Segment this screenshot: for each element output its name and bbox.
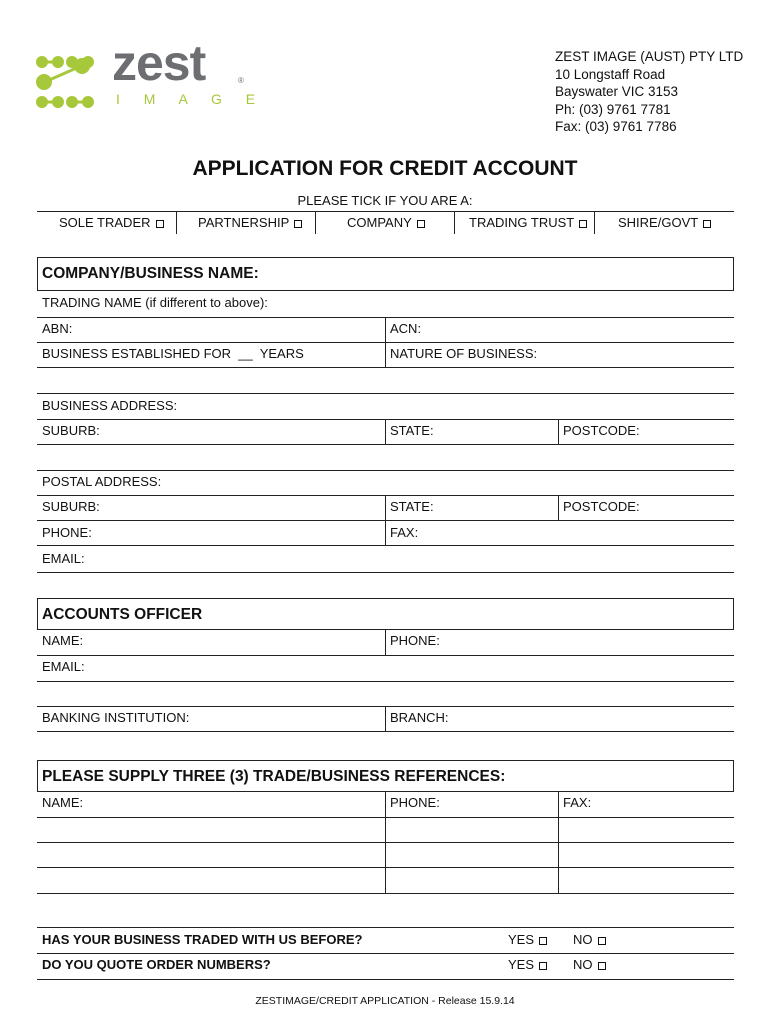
- company-address: [555, 48, 743, 136]
- page-title: APPLICATION FOR CREDIT ACCOUNT: [192, 157, 578, 180]
- option-label: TRADING TRUST: [469, 215, 575, 230]
- answer-yes[interactable]: [508, 932, 547, 948]
- divider: [37, 572, 734, 573]
- answer-label: YES: [508, 932, 535, 947]
- abn-field[interactable]: ABN:: [42, 321, 73, 336]
- references-heading: PLEASE SUPPLY THREE (3) TRADE/BUSINESS REFERENCES:: [42, 768, 506, 785]
- logo-registered-mark: ®: [238, 76, 244, 85]
- postal-address-field[interactable]: POSTAL ADDRESS:: [42, 474, 162, 489]
- divider: [37, 893, 734, 894]
- divider: [37, 867, 734, 868]
- divider: [37, 842, 734, 843]
- answer-label: YES: [508, 957, 535, 972]
- answer-no[interactable]: [573, 932, 606, 948]
- answer-no[interactable]: [573, 957, 606, 973]
- reference-phone-header: PHONE:: [390, 795, 440, 810]
- option-label: COMPANY: [347, 215, 412, 230]
- divider: [37, 681, 734, 682]
- divider: [176, 212, 177, 234]
- divider: [385, 630, 386, 655]
- checkbox-icon[interactable]: [703, 220, 711, 228]
- acn-field[interactable]: ACN:: [390, 321, 422, 336]
- checkbox-icon[interactable]: [539, 937, 547, 945]
- accounts-heading: ACCOUNTS OFFICER: [42, 606, 203, 623]
- business-phone-field[interactable]: PHONE:: [42, 525, 92, 540]
- divider: [558, 495, 559, 520]
- option-trading-trust[interactable]: [469, 215, 587, 231]
- company-logo: [34, 35, 266, 114]
- business-heading: COMPANY/BUSINESS NAME:: [42, 265, 259, 282]
- nature-of-business-field[interactable]: NATURE OF BUSINESS:: [390, 346, 538, 361]
- accounts-phone-field[interactable]: PHONE:: [390, 633, 440, 648]
- divider: [37, 817, 734, 818]
- option-label: SOLE TRADER: [59, 215, 151, 230]
- divider: [37, 655, 734, 656]
- business-email-field[interactable]: EMAIL:: [42, 551, 85, 566]
- business-fax-field[interactable]: FAX:: [390, 525, 419, 540]
- logo-subtitle: I M A G E: [116, 91, 266, 107]
- divider: [37, 470, 734, 471]
- divider: [385, 706, 386, 731]
- postal-suburb-field[interactable]: SUBURB:: [42, 499, 100, 514]
- divider: [37, 393, 734, 394]
- logo-wordmark: zest: [112, 35, 206, 91]
- divider: [37, 953, 734, 954]
- business-state-field[interactable]: STATE:: [390, 423, 434, 438]
- divider: [37, 211, 734, 212]
- option-label: SHIRE/GOVT: [618, 215, 699, 230]
- answer-label: NO: [573, 932, 593, 947]
- question-order-numbers: DO YOU QUOTE ORDER NUMBERS?: [42, 957, 271, 972]
- business-address-field[interactable]: BUSINESS ADDRESS:: [42, 398, 178, 413]
- divider: [37, 545, 734, 546]
- divider: [37, 927, 734, 928]
- banking-institution-field[interactable]: BANKING INSTITUTION:: [42, 710, 190, 725]
- answer-yes[interactable]: [508, 957, 547, 973]
- option-sole-trader[interactable]: [59, 215, 164, 231]
- accounts-name-field[interactable]: NAME:: [42, 633, 84, 648]
- reference-name-header: NAME:: [42, 795, 84, 810]
- business-postcode-field[interactable]: POSTCODE:: [563, 423, 640, 438]
- checkbox-icon[interactable]: [417, 220, 425, 228]
- footer-release: ZESTIMAGE/CREDIT APPLICATION - Release 15.9.14: [255, 995, 515, 1007]
- tick-prompt: PLEASE TICK IF YOU ARE A:: [297, 193, 473, 208]
- option-company[interactable]: [347, 215, 425, 231]
- zest-dots-icon: [34, 52, 96, 118]
- divider: [37, 731, 734, 732]
- divider: [37, 342, 734, 343]
- company-street: 10 Longstaff Road: [555, 66, 666, 82]
- question-traded-before: HAS YOUR BUSINESS TRADED WITH US BEFORE?: [42, 932, 363, 947]
- divider: [315, 212, 316, 234]
- business-suburb-field[interactable]: SUBURB:: [42, 423, 100, 438]
- checkbox-icon[interactable]: [598, 962, 606, 970]
- option-partnership[interactable]: [198, 215, 302, 231]
- divider: [385, 419, 386, 444]
- company-city: Bayswater VIC 3153: [555, 84, 679, 99]
- divider: [37, 444, 734, 445]
- company-phone: Ph: (03) 9761 7781: [555, 101, 671, 117]
- option-shire-govt[interactable]: [618, 215, 711, 231]
- divider: [558, 419, 559, 444]
- answer-label: NO: [573, 957, 593, 972]
- branch-field[interactable]: BRANCH:: [390, 710, 449, 725]
- checkbox-icon[interactable]: [539, 962, 547, 970]
- divider: [594, 212, 595, 234]
- postal-state-field[interactable]: STATE:: [390, 499, 434, 514]
- checkbox-icon[interactable]: [598, 937, 606, 945]
- divider: [37, 520, 734, 521]
- option-label: PARTNERSHIP: [198, 215, 290, 230]
- established-field[interactable]: BUSINESS ESTABLISHED FOR __ YEARS: [42, 346, 304, 361]
- divider: [37, 367, 734, 368]
- trading-name-field[interactable]: TRADING NAME (if different to above):: [42, 295, 268, 310]
- divider: [37, 979, 734, 980]
- checkbox-icon[interactable]: [156, 220, 164, 228]
- company-fax: Fax: (03) 9761 7786: [555, 119, 677, 134]
- checkbox-icon[interactable]: [294, 220, 302, 228]
- accounts-email-field[interactable]: EMAIL:: [42, 659, 85, 674]
- company-name: ZEST IMAGE (AUST) PTY LTD: [555, 49, 744, 64]
- checkbox-icon[interactable]: [579, 220, 587, 228]
- postal-postcode-field[interactable]: POSTCODE:: [563, 499, 640, 514]
- reference-fax-header: FAX:: [563, 795, 592, 810]
- divider: [454, 212, 455, 234]
